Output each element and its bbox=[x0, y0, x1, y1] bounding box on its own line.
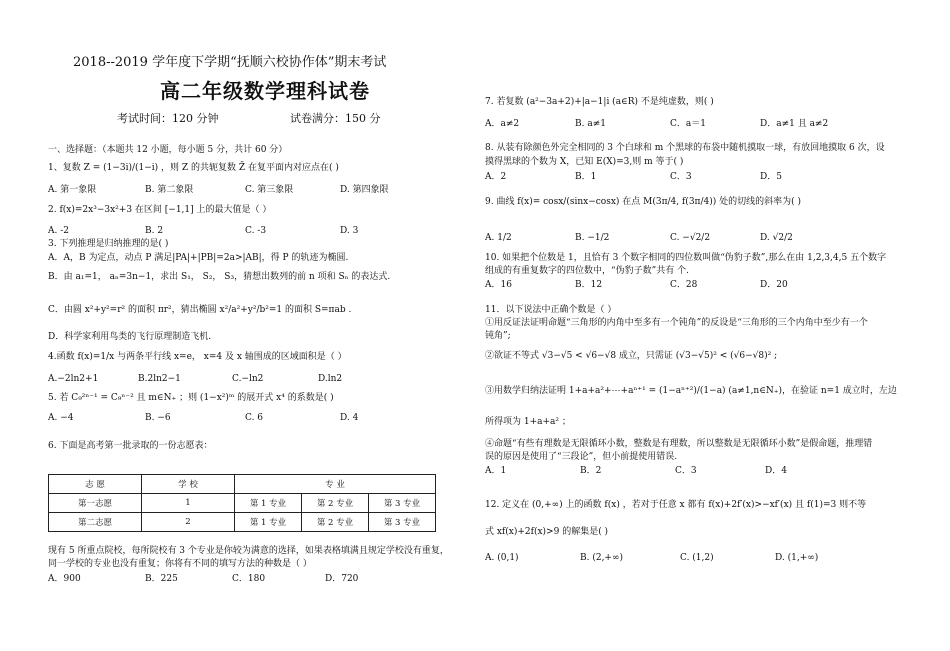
q1-option-b: B. 第二象限 bbox=[145, 185, 194, 195]
section-heading: 一、选择题：（本题共 12 小题，每小题 5 分，共计 60 分） bbox=[48, 145, 288, 155]
q8-stem-line2: 摸得黑球的个数为 X，已知 E(X)=3,则 m 等于( ) bbox=[485, 157, 684, 167]
table-cell: 第 1 专业 bbox=[235, 513, 302, 532]
q12-stem-line1: 12. 定义在 (0,+∞) 上的函数 f(x) ，若对于任意 x 都有 f(x)+2f′(x)>−xf′(x) 且 f(1)=3 则不等 bbox=[485, 500, 867, 510]
exam-time: 考试时间：120 分钟 bbox=[117, 112, 219, 125]
table-cell: 第 3 专业 bbox=[369, 494, 436, 513]
q11-statement-1-cont: 钝角”; bbox=[485, 331, 511, 341]
q3-option-b: B．由 a₁=1， aₙ=3n−1，求出 S₁， S₂， S₃，猜想出数列的前 n 项和 Sₙ 的表达式. bbox=[48, 272, 391, 282]
table-header-row bbox=[49, 475, 436, 494]
q3-option-d: D．科学家利用鸟类的飞行原理制造飞机. bbox=[48, 332, 212, 342]
q6-option-a: A．900 bbox=[48, 574, 81, 584]
q11-option-a: A．1 bbox=[485, 466, 507, 476]
q10-option-c: C．28 bbox=[670, 280, 698, 290]
q7-option-c: C．a＝1 bbox=[670, 119, 706, 129]
q6-desc-line1: 现有 5 所重点院校，每所院校有 3 个专业是你较为满意的选择，如果表格填满且规定学校没有重复， bbox=[48, 546, 449, 556]
q11-option-d: D．4 bbox=[765, 466, 787, 476]
table-cell: 第 1 专业 bbox=[235, 494, 302, 513]
q8-option-b: B．1 bbox=[575, 172, 597, 182]
q10-option-a: A．16 bbox=[485, 280, 512, 290]
q4-stem: 4.函数 f(x)=1/x 与两条平行线 x=e， x=4 及 x 轴围成的区域面积是（ ） bbox=[48, 352, 347, 362]
q4-option-c: C.−ln2 bbox=[232, 374, 264, 384]
q3-option-c: C．由圆 x²+y²=r² 的面积 πr²，猜出椭圆 x²/a²+y²/b²=1 的面积 S=πab . bbox=[48, 305, 352, 315]
q8-option-c: C．3 bbox=[670, 172, 692, 182]
q6-option-c: C．180 bbox=[232, 574, 266, 584]
table-cell: 第 2 专业 bbox=[302, 494, 369, 513]
q9-option-b: B. −1/2 bbox=[575, 233, 610, 243]
q12-option-a: A. (0,1) bbox=[485, 553, 519, 563]
table-cell: 第 3 专业 bbox=[369, 513, 436, 532]
q11-option-c: C．3 bbox=[675, 466, 697, 476]
q5-option-d: D. 4 bbox=[340, 413, 359, 423]
q8-option-d: D．5 bbox=[760, 172, 782, 182]
q2-stem: 2. f(x)=2x³−3x²+3 在区间 [−1,1] 上的最大值是（ ） bbox=[48, 205, 272, 215]
q11-statement-2: ②欲证不等式 √3−√5 < √6−√8 成立，只需证 (√3−√5)² < (√6−√8)² ; bbox=[485, 351, 778, 361]
q1-option-a: A. 第一象限 bbox=[48, 185, 97, 195]
q12-option-d: D. (1,+∞) bbox=[775, 553, 819, 563]
q12-stem-line2: 式 xf(x)+2f(x)>9 的解集是( ) bbox=[485, 527, 609, 537]
q4-option-d: D.ln2 bbox=[318, 374, 343, 384]
q7-option-d: D．a≠1 且 a≠2 bbox=[760, 119, 829, 129]
q11-statement-3-cont: 所得项为 1+a+a² ； bbox=[485, 417, 571, 427]
q5-option-b: B. −6 bbox=[145, 413, 171, 423]
table-cell: 第一志愿 bbox=[49, 494, 142, 513]
q12-option-b: B. (2,+∞) bbox=[580, 553, 623, 563]
q11-statement-4-cont: 误的原因是使用了“三段论”，但小前提使用错误. bbox=[485, 452, 678, 462]
q5-option-c: C. 6 bbox=[245, 413, 264, 423]
table-cell: 2 bbox=[142, 513, 235, 532]
table-cell: 1 bbox=[142, 494, 235, 513]
q2-option-c: C. -3 bbox=[245, 226, 267, 236]
q1-option-c: C. 第三象限 bbox=[245, 185, 294, 195]
q5-stem: 5. 若 C₉²ⁿ⁻¹ = C₉ⁿ⁻² 且 m∈N₊ ；则 (1−x²)ᵐ 的展开式 x⁴ 的系数是( ) bbox=[48, 393, 334, 403]
exam-score: 试卷满分：150 分 bbox=[290, 112, 381, 125]
exam-title: 高二年级数学理科试卷 bbox=[160, 79, 370, 103]
q8-stem-line1: 8. 从装有除颜色外完全相同的 3 个白球和 m 个黑球的布袋中随机摸取一球，有放回地摸取 6 次，设 bbox=[485, 143, 885, 153]
exam-header: 2018--2019 学年度下学期“抚顺六校协作体”期末考试 bbox=[73, 55, 387, 70]
q11-statement-3: ③用数学归纳法证明 1+a+a²+⋯+aⁿ⁺¹ = (1−aⁿ⁺²)/(1−a) (a≠1,n∈N₊)，在验证 n=1 成立时，左边 bbox=[485, 386, 897, 396]
q9-option-a: A. 1/2 bbox=[485, 233, 512, 243]
q4-option-b: B.2ln2−1 bbox=[138, 374, 181, 384]
q7-stem: 7. 若复数 (a²−3a+2)+|a−1|i (a∈R) 不是纯虚数，则( ) bbox=[485, 97, 714, 107]
q10-stem-line1: 10. 如果把个位数是 1，且恰有 3 个数字相同的四位数叫做“伪豹子数”,那么在由 1,2,3,4,5 五个数字 bbox=[485, 253, 887, 263]
preference-table bbox=[48, 474, 436, 532]
table-header-cell: 专 业 bbox=[235, 475, 436, 494]
q6-desc-line2: 同一学校的专业也没有重复；你将有不同的填写方法的种数是（ ） bbox=[48, 559, 312, 569]
q6-option-d: D．720 bbox=[325, 574, 359, 584]
q2-option-d: D. 3 bbox=[340, 226, 359, 236]
q10-stem-line2: 组成的有重复数字的四位数中，“伪豹子数”共有 个. bbox=[485, 266, 689, 276]
q11-stem: 11．以下说法中正确个数是（ ） bbox=[485, 305, 617, 315]
q11-option-b: B．2 bbox=[580, 466, 602, 476]
q3-option-a: A．A，B 为定点，动点 P 满足|PA|+|PB|=2a>|AB|，得 P 的轨迹为椭圆. bbox=[48, 253, 349, 263]
q11-statement-4: ④命题“有些有理数是无限循环小数，整数是有理数，所以整数是无限循环小数”是假命题，推理错 bbox=[485, 439, 873, 449]
q4-option-a: A.−2ln2+1 bbox=[48, 374, 99, 384]
table-row bbox=[49, 513, 436, 532]
q12-option-c: C. (1,2) bbox=[680, 553, 714, 563]
q1-option-d: D. 第四象限 bbox=[340, 185, 389, 195]
q9-option-c: C. −√2/2 bbox=[670, 233, 711, 243]
table-row bbox=[49, 494, 436, 513]
q10-option-d: D．20 bbox=[760, 280, 788, 290]
q2-option-a: A. -2 bbox=[48, 226, 69, 236]
table-cell: 第二志愿 bbox=[49, 513, 142, 532]
q7-option-a: A．a≠2 bbox=[485, 119, 520, 129]
q3-stem: 3. 下列推理是归纳推理的是( ) bbox=[48, 239, 169, 249]
table-header-cell: 志 愿 bbox=[49, 475, 142, 494]
q1-stem: 1、复数 Z = (1−3i)/(1−i) ，则 Z 的共轭复数 Z̄ 在复平面内对应点在( ) bbox=[48, 163, 339, 173]
table-header-cell: 学 校 bbox=[142, 475, 235, 494]
q5-option-a: A. −4 bbox=[48, 413, 74, 423]
q9-stem: 9. 曲线 f(x)= cosx/(sinx−cosx) 在点 M(3π/4, f(3π/4)) 处的切线的斜率为( ) bbox=[485, 197, 801, 207]
q6-stem: 6. 下面是高考第一批录取的一份志愿表： bbox=[48, 441, 213, 451]
table-cell: 第 2 专业 bbox=[302, 513, 369, 532]
q2-option-b: B. 2 bbox=[145, 226, 164, 236]
q10-option-b: B．12 bbox=[575, 280, 603, 290]
q11-statement-1: ①用反证法证明命题“三角形的内角中至多有一个钝角”的反设是“三角形的三个内角中至少有一个 bbox=[485, 318, 868, 328]
q8-option-a: A．2 bbox=[485, 172, 507, 182]
q9-option-d: D. √2/2 bbox=[760, 233, 793, 243]
q6-option-b: B．225 bbox=[145, 574, 178, 584]
q7-option-b: B. a≠1 bbox=[575, 119, 606, 129]
